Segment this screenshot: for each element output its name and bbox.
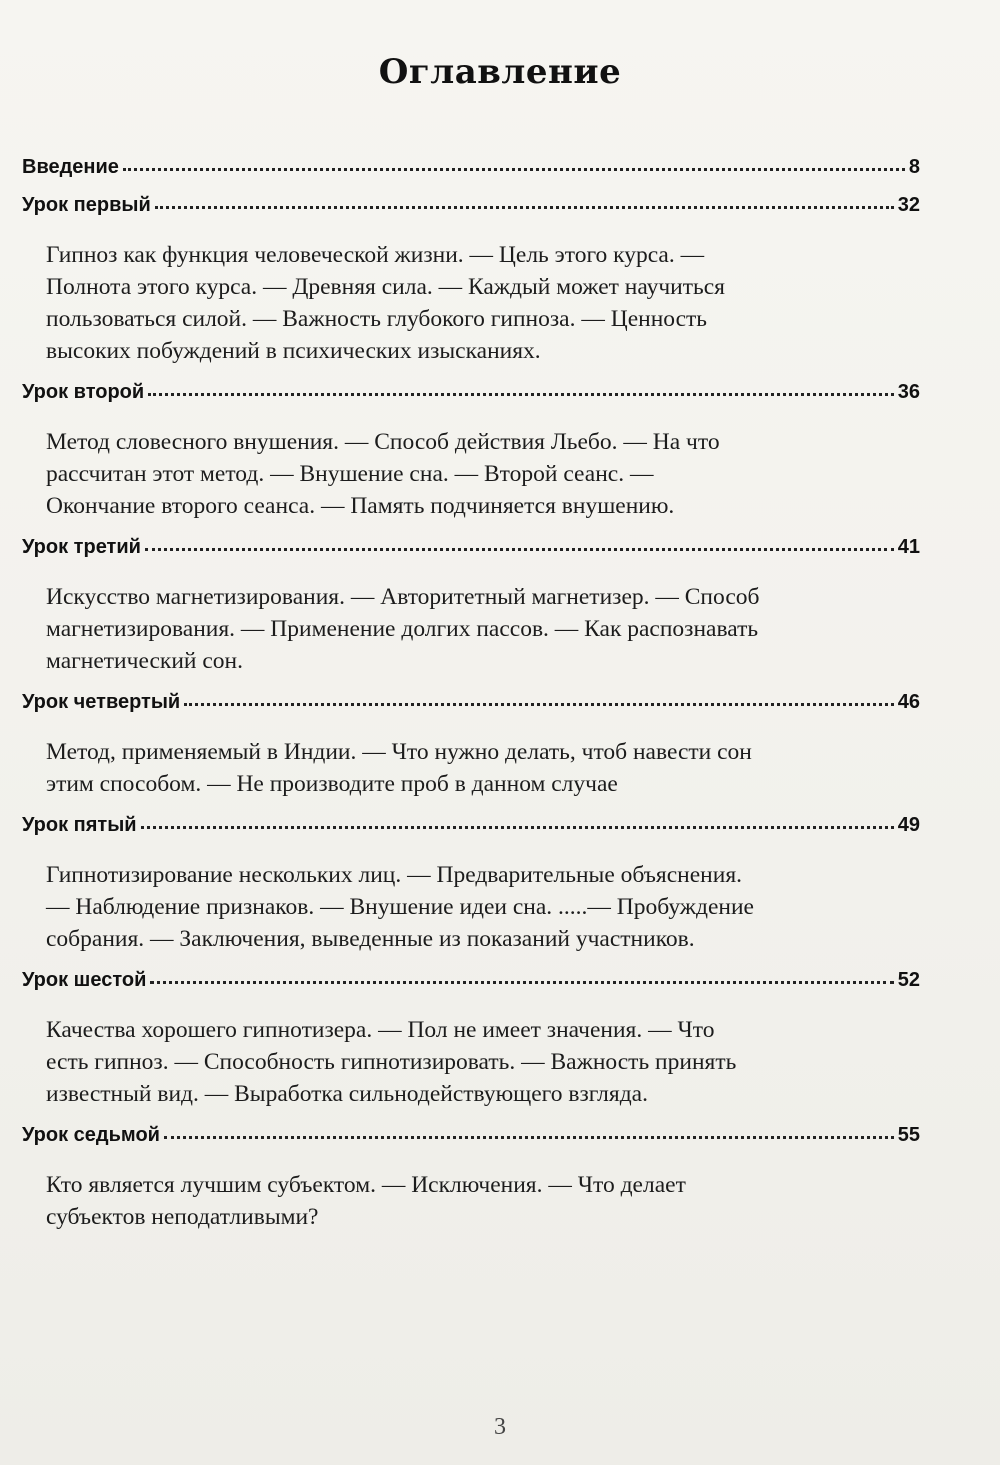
toc-entry-description — [22, 581, 920, 677]
toc-entry-title: Урок седьмой — [22, 1124, 160, 1146]
description-line: Гипноз как функция человеческой жизни. — Цель этого курса. — — [46, 242, 705, 268]
toc-entry-page: 46 — [897, 691, 920, 713]
page-title: Оглавление — [378, 52, 622, 92]
table-of-contents — [22, 156, 920, 1247]
toc-entry-description — [22, 859, 920, 955]
description-line: Кто является лучшим субъектом. — Исключения. — Что делает — [46, 1172, 686, 1198]
toc-entry-page: 52 — [897, 969, 920, 991]
description-line: есть гипноз. — Способность гипнотизировать. — Важность принять — [46, 1049, 737, 1075]
toc-entry[interactable] — [22, 156, 920, 194]
description-line: Гипнотизирование нескольких лиц. — Предварительные объяснения. — [46, 862, 743, 888]
dot-leader — [123, 167, 905, 171]
toc-entry-page: 8 — [908, 156, 920, 178]
toc-entry-title: Введение — [22, 156, 119, 178]
description-line: магнетизирования. — Применение долгих пассов. — Как распознавать — [46, 616, 759, 642]
description-line: Метод словесного внушения. — Способ действия Льебо. — На что — [46, 429, 720, 455]
description-line: известный вид. — Выработка сильнодействующего взгляда. — [46, 1081, 648, 1107]
description-line: магнетический сон. — [46, 648, 243, 674]
dot-leader — [145, 547, 894, 551]
toc-entry-page: 36 — [897, 381, 920, 403]
dot-leader — [150, 980, 893, 984]
toc-entry-page: 55 — [897, 1124, 920, 1146]
toc-entry-page: 32 — [897, 194, 920, 216]
description-line: — Наблюдение признаков. — Внушение идеи сна. .....— Пробуждение — [46, 894, 754, 920]
description-line: Качества хорошего гипнотизера. — Пол не имеет значения. — Что — [46, 1017, 715, 1043]
toc-entry-title: Урок первый — [22, 194, 151, 216]
toc-entry[interactable] — [22, 1124, 920, 1162]
toc-entry-title: Урок второй — [22, 381, 145, 403]
toc-entry-description — [22, 239, 920, 367]
description-line: Искусство магнетизирования. — Авторитетный магнетизер. — Способ — [46, 584, 760, 610]
dot-leader — [155, 205, 894, 209]
description-line: субъектов неподатливыми? — [46, 1204, 319, 1230]
toc-entry[interactable] — [22, 381, 920, 419]
toc-entry-description — [22, 736, 920, 800]
description-line: рассчитан этот метод. — Внушение сна. — Второй сеанс. — — [46, 461, 654, 487]
description-line: собрания. — Заключения, выведенные из показаний участников. — [46, 926, 695, 952]
toc-entry[interactable] — [22, 969, 920, 1007]
toc-entry-title: Урок пятый — [22, 814, 137, 836]
toc-entry-description — [22, 1169, 920, 1233]
dot-leader — [148, 392, 894, 396]
description-line: Полнота этого курса. — Древняя сила. — Каждый может научиться — [46, 274, 725, 300]
description-line: Метод, применяемый в Индии. — Что нужно делать, чтоб навести сон — [46, 739, 752, 765]
toc-entry[interactable] — [22, 194, 920, 232]
description-line: этим способом. — Не производите проб в данном случае — [46, 771, 618, 797]
dot-leader — [184, 702, 894, 706]
dot-leader — [141, 825, 894, 829]
toc-entry-title: Урок шестой — [22, 969, 147, 991]
description-line: пользоваться силой. — Важность глубокого гипноза. — Ценность — [46, 306, 708, 332]
toc-entry-title: Урок четвертый — [22, 691, 181, 713]
toc-entry-title: Урок третий — [22, 536, 141, 558]
toc-entry[interactable] — [22, 691, 920, 729]
toc-entry-description — [22, 426, 920, 522]
toc-entry[interactable] — [22, 814, 920, 852]
toc-entry-page: 41 — [897, 536, 920, 558]
toc-entry-page: 49 — [897, 814, 920, 836]
page-number: 3 — [494, 1414, 506, 1440]
toc-entry-description — [22, 1014, 920, 1110]
dot-leader — [164, 1135, 894, 1139]
description-line: высоких побуждений в психических изысканиях. — [46, 338, 541, 364]
description-line: Окончание второго сеанса. — Память подчиняется внушению. — [46, 493, 675, 519]
toc-entry[interactable] — [22, 536, 920, 574]
